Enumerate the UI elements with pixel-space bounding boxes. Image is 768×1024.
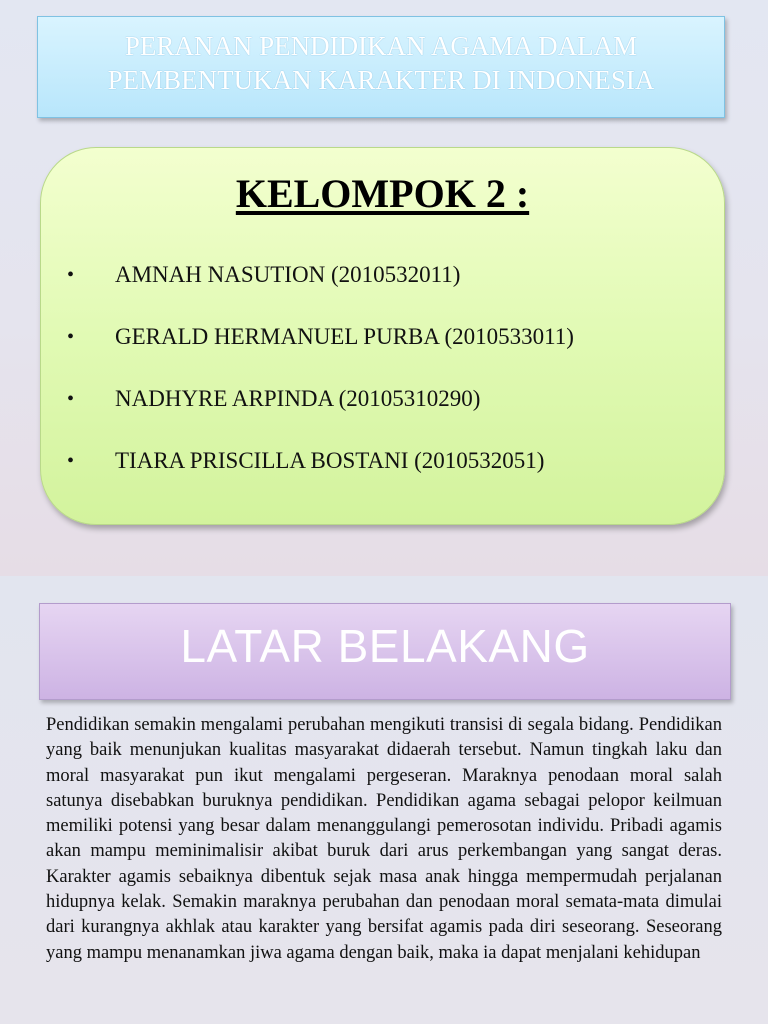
group-heading: KELOMPOK 2 : bbox=[235, 171, 530, 216]
member-name: AMNAH NASUTION (2010532011) bbox=[115, 262, 461, 287]
slide-title bbox=[108, 29, 655, 97]
member-name: TIARA PRISCILLA BOSTANI (2010532051) bbox=[115, 448, 545, 473]
bullet-icon: • bbox=[67, 264, 75, 286]
member-name: GERALD HERMANUEL PURBA (2010533011) bbox=[115, 324, 574, 349]
section-title: LATAR BELAKANG bbox=[180, 619, 590, 672]
title-line-2: PEMBENTUKAN KARAKTER DI INDONESIA bbox=[107, 65, 655, 95]
body-paragraph: Pendidikan semakin mengalami perubahan mengikuti transisi di segala bidang. Pendidikan yang baik menunjukan kualitas masyarakat didaerah tersebut. Namun tingkah laku dan moral masyarakat pun ikut mengalami pergeseran. Maraknya penodaan moral salah satunya disebabkan buruknya pendidikan. Pendidikan agama sebagai pelopor keilmuan memiliki potensi yang besar dalam menanggulangi pemerosotan individu. Pribadi agamis akan mampu meminimalisir akibat buruk dari arus perkembangan yang sangat deras. Karakter agamis sebaiknya dibentuk sejak masa anak hingga mempermudah perjalanan hidupnya kelak. Semakin maraknya perubahan dan penodaan moral semata-mata dimulai dari kurangnya akhlak atau karakter yang bersifat agamis pada diri seseorang. Seseorang yang mampu menanamkan jiwa agama dengan baik, maka ia dapat menjalani kehidupan bbox=[46, 715, 722, 963]
section-title-banner bbox=[39, 603, 731, 700]
title-banner bbox=[37, 16, 725, 118]
list-item bbox=[41, 384, 724, 414]
bullet-icon: • bbox=[67, 326, 75, 348]
title-line-1: PERANAN PENDIDIKAN AGAMA DALAM bbox=[124, 31, 638, 61]
slide-2 bbox=[0, 576, 768, 1024]
list-item bbox=[41, 322, 724, 352]
member-name: NADHYRE ARPINDA (20105310290) bbox=[115, 386, 481, 411]
list-item bbox=[41, 260, 724, 290]
bullet-icon: • bbox=[67, 388, 75, 410]
group-members-panel bbox=[40, 147, 725, 525]
list-item bbox=[41, 446, 724, 476]
bullet-icon: • bbox=[67, 450, 75, 472]
